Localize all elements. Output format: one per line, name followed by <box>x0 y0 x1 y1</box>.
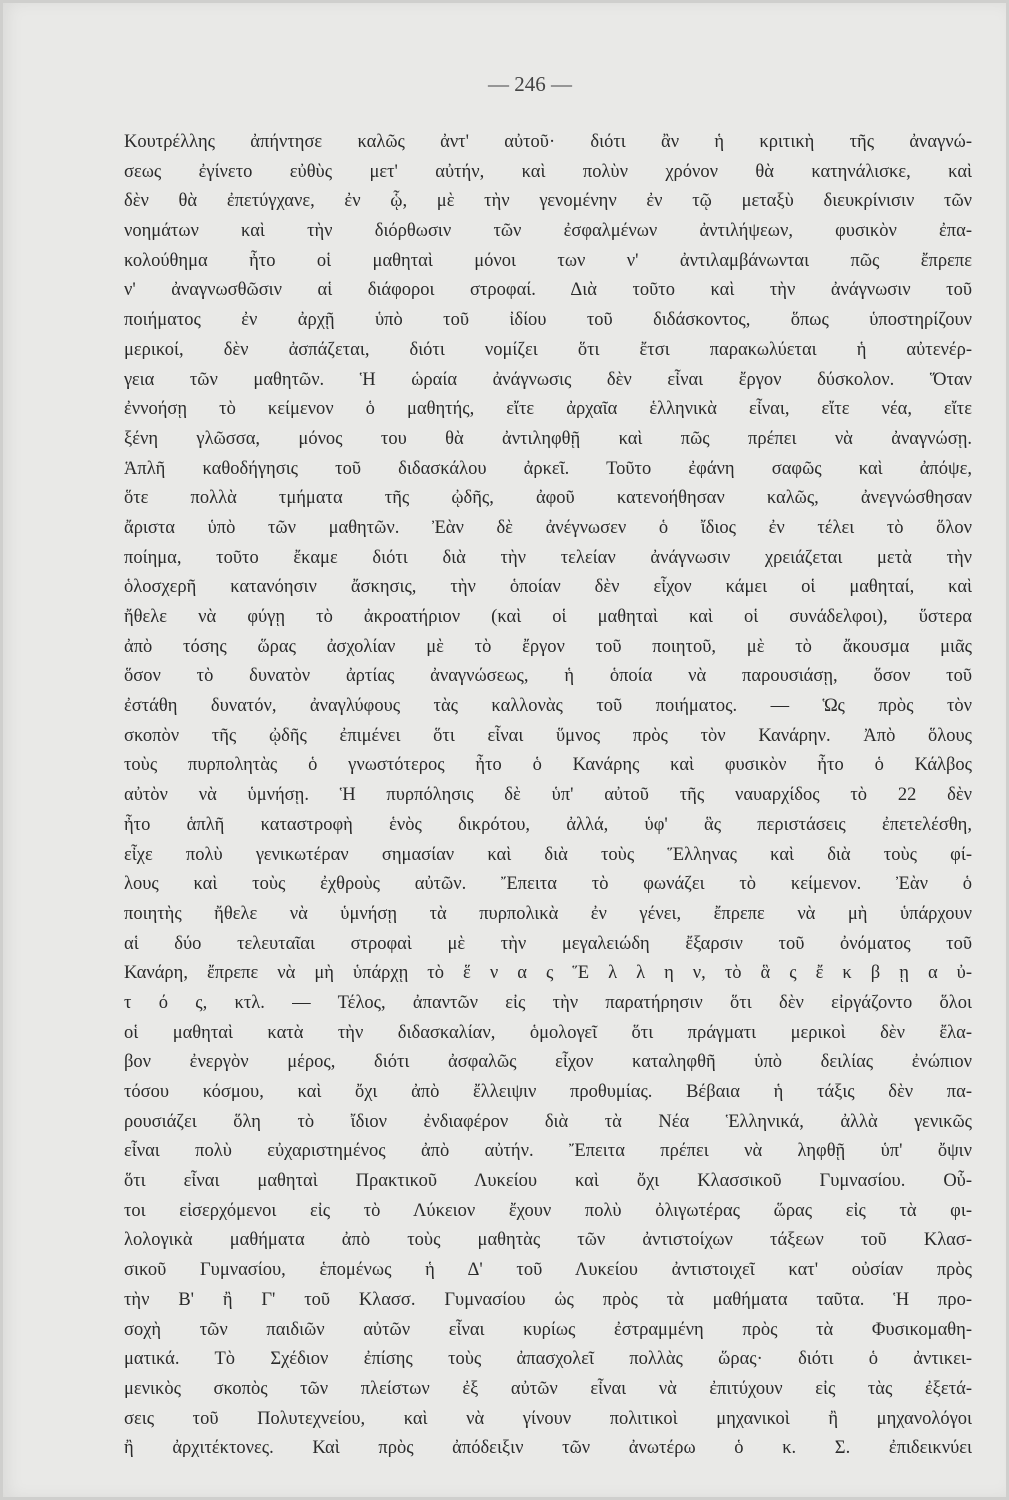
text-line: ἢ ἀρχιτέκτονες. Καὶ πρὸς ἀπόδειξιν τῶν ἀνωτέρω ὁ κ. Σ. ἐπιδεικνύει <box>124 1438 972 1459</box>
text-line: σεις τοῦ Πολυτεχνείου, καὶ νὰ γίνουν πολιτικοὶ μηχανικοὶ ἢ μηχανολόγοι <box>124 1408 972 1429</box>
text-line: σκοπὸν τῆς ᾠδῆς ἐπιμένει ὅτι εἶναι ὕμνος πρὸς τὸν Κανάρην. Ἀπὸ ὅλους <box>124 725 972 746</box>
text-line: ρουσιάζει ὅλη τὸ ἴδιον ἐνδιαφέρον διὰ τὰ Νέα Ἑλληνικά, ἀλλὰ γενικῶς <box>124 1111 972 1132</box>
text-line: ὅτε πολλὰ τμήματα τῆς ᾠδῆς, ἀφοῦ κατενοήθησαν καλῶς, ἀνεγνώσθησαν <box>124 488 972 509</box>
text-line: εἶναι πολὺ εὐχαριστημένος ἀπὸ αὐτήν. Ἔπειτα πρέπει νὰ ληφθῇ ὑπ' ὄψιν <box>124 1141 972 1162</box>
page-number: — 246 — <box>488 72 572 96</box>
text-line: λους καὶ τοὺς ἐχθροὺς αὐτῶν. Ἔπειτα τὸ φωνάζει τὸ κείμενον. Ἐὰν ὁ <box>124 874 972 895</box>
text-line: Κουτρέλλης ἀπήντησε καλῶς ἀντ' αὐτοῦ· διότι ἂν ἡ κριτικὴ τῆς ἀναγνώ- <box>124 132 972 152</box>
text-line: ἄριστα ὑπὸ τῶν μαθητῶν. Ἐὰν δὲ ἀνέγνωσεν ὁ ἴδιος ἐν τέλει τὸ ὅλον <box>124 517 972 538</box>
text-line: ξένη γλῶσσα, μόνος του θὰ ἀντιληφθῇ καὶ πῶς πρέπει νὰ ἀναγνώσῃ. <box>124 428 972 449</box>
text-line: οἱ μαθηταὶ κατὰ τὴν διδασκαλίαν, ὁμολογεῖ ὅτι πράγματι μερικοὶ δὲν ἔλα- <box>124 1022 972 1043</box>
text-line: σικοῦ Γυμνασίου, ἑπομένως ἡ Δ' τοῦ Λυκείου ἀντιστοιχεῖ κατ' οὐσίαν πρὸς <box>124 1260 972 1281</box>
text-line: ποιητὴς ἤθελε νὰ ὑμνήσῃ τὰ πυρπολικὰ ἐν γένει, ἔπρεπε νὰ μὴ ὑπάρχουν <box>124 903 972 924</box>
text-line: ἀπὸ τόσης ὥρας ἀσχολίαν μὲ τὸ ἔργον τοῦ ποιητοῦ, μὲ τὸ ἄκουσμα μιᾶς <box>124 636 972 657</box>
text-line: τοι εἰσερχόμενοι εἰς τὸ Λύκειον ἔχουν πολὺ ὀλιγωτέρας ὥρας εἰς τὰ φι- <box>124 1200 972 1221</box>
text-line: αὐτὸν νὰ ὑμνήσῃ. Ἡ πυρπόλησις δὲ ὑπ' αὐτοῦ τῆς ναυαρχίδος τὸ 22 δὲν <box>124 785 972 806</box>
text-line: ν' ἀναγνωσθῶσιν αἱ διάφοροι στροφαί. Διὰ τοῦτο καὶ τὴν ἀνάγνωσιν τοῦ <box>124 280 972 301</box>
text-line: ποίημα, τοῦτο ἔκαμε διότι διὰ τὴν τελείαν ἀνάγνωσιν χρειάζεται μετὰ τὴν <box>124 547 972 568</box>
text-line: αἱ δύο τελευταῖαι στροφαὶ μὲ τὴν μεγαλειώδη ἔξαρσιν τοῦ ὀνόματος τοῦ <box>124 933 972 954</box>
body-text <box>124 128 972 1464</box>
text-line: ἐννοήσῃ τὸ κείμενον ὁ μαθητής, εἴτε ἀρχαῖα ἑλληνικὰ εἶναι, εἴτε νέα, εἴτε <box>124 399 972 420</box>
text-line: σεως ἐγίνετο εὐθὺς μετ' αὐτήν, καὶ πολὺν χρόνον θὰ κατηνάλισκε, καὶ <box>124 161 972 182</box>
text-line: γεια τῶν μαθητῶν. Ἡ ὡραία ἀνάγνωσις δὲν εἶναι ἔργον δύσκολον. Ὅταν <box>124 369 972 390</box>
text-line: ὅτι εἶναι μαθηταὶ Πρακτικοῦ Λυκείου καὶ ὄχι Κλασσικοῦ Γυμνασίου. Οὗ- <box>124 1171 972 1192</box>
text-line: τ ό ς, κτλ. — Τέλος, ἀπαντῶν εἰς τὴν παρατήρησιν ὅτι δὲν εἰργάζοντο ὅλοι <box>124 992 972 1013</box>
text-line: σοχὴ τῶν παιδιῶν αὐτῶν εἶναι κυρίως ἐστραμμένη πρὸς τὰ Φυσικομαθη- <box>124 1319 972 1340</box>
text-line: λολογικὰ μαθήματα ἀπὸ τοὺς μαθητὰς τῶν ἀντιστοίχων τάξεων τοῦ Κλασ- <box>124 1230 972 1251</box>
text-line: ἐστάθη δυνατόν, ἀναγλύφους τὰς καλλονὰς τοῦ ποιήματος. — Ὡς πρὸς τὸν <box>124 696 972 717</box>
text-line: δὲν θὰ ἐπετύγχανε, ἐν ᾧ, μὲ τὴν γενομένην ἐν τῷ μεταξὺ διευκρίνισιν τῶν <box>124 191 972 212</box>
text-line: ματικά. Τὸ Σχέδιον ἐπίσης τοὺς ἀπασχολεῖ πολλὰς ὥρας· διότι ὁ ἀντικει- <box>124 1349 972 1370</box>
text-line: ἦτο ἁπλῆ καταστροφὴ ἑνὸς δικρότου, ἀλλά, ὑφ' ἃς περιστάσεις ἐπετελέσθη, <box>124 814 972 835</box>
text-line: Κανάρη, ἔπρεπε νὰ μὴ ὑπάρχῃ τὸ ἕ ν α ς Ἕ λ λ η ν, τὸ ἃ ς ἔ κ β ῃ α ὐ- <box>124 963 972 984</box>
text-line: ὁλοσχερῆ κατανόησιν ἄσκησις, τὴν ὁποίαν δὲν εἶχον κάμει οἱ μαθηταί, καὶ <box>124 577 972 598</box>
text-line: τὴν Β' ἢ Γ' τοῦ Κλασσ. Γυμνασίου ὡς πρὸς τὰ μαθήματα ταῦτα. Ἡ προ- <box>124 1289 972 1310</box>
text-line: τοὺς πυρπολητὰς ὁ γνωστότερος ἦτο ὁ Κανάρης καὶ φυσικὸν ἦτο ὁ Κάλβος <box>124 755 972 776</box>
text-line: νοημάτων καὶ τὴν διόρθωσιν τῶν ἐσφαλμένων ἀντιλήψεων, φυσικὸν ἐπα- <box>124 221 972 242</box>
text-line: ἤθελε νὰ φύγῃ τὸ ἀκροατήριον (καὶ οἱ μαθηταὶ καὶ οἱ συνάδελφοι), ὕστερα <box>124 607 972 627</box>
text-line: Ἁπλῆ καθοδήγησις τοῦ διδασκάλου ἀρκεῖ. Τοῦτο ἐφάνη σαφῶς καὶ ἀπόψε, <box>124 458 972 479</box>
text-line: μενικὸς σκοπὸς τῶν πλείστων ἐξ αὐτῶν εἶναι νὰ ἐπιτύχουν εἰς τὰς ἐξετά- <box>124 1378 972 1399</box>
text-line: τόσου κόσμου, καὶ ὄχι ἀπὸ ἔλλειψιν προθυμίας. Βέβαια ἡ τάξις δὲν πα- <box>124 1082 972 1102</box>
text-line: βον ἐνεργὸν μέρος, διότι ἀσφαλῶς εἶχον καταληφθῆ ὑπὸ δειλίας ἐνώπιον <box>124 1052 972 1073</box>
text-line: εἶχε πολὺ γενικωτέραν σημασίαν καὶ διὰ τοὺς Ἕλληνας καὶ διὰ τοὺς φί- <box>124 844 972 865</box>
text-line: ὅσον τὸ δυνατὸν ἀρτίας ἀναγνώσεως, ἡ ὁποία νὰ παρουσιάσῃ, ὅσον τοῦ <box>124 666 972 687</box>
text-line: μερικοί, δὲν ἀσπάζεται, διότι νομίζει ὅτι ἔτσι παρακωλύεται ἡ αὐτενέρ- <box>124 339 972 360</box>
text-line: ποιήματος ἐν ἀρχῇ ὑπὸ τοῦ ἰδίου τοῦ διδάσκοντος, ὅπως ὑποστηρίζουν <box>124 310 972 331</box>
text-line: κολούθημα ἦτο οἱ μαθηταὶ μόνοι των ν' ἀντιλαμβάνωνται πῶς ἔπρεπε <box>124 250 972 271</box>
